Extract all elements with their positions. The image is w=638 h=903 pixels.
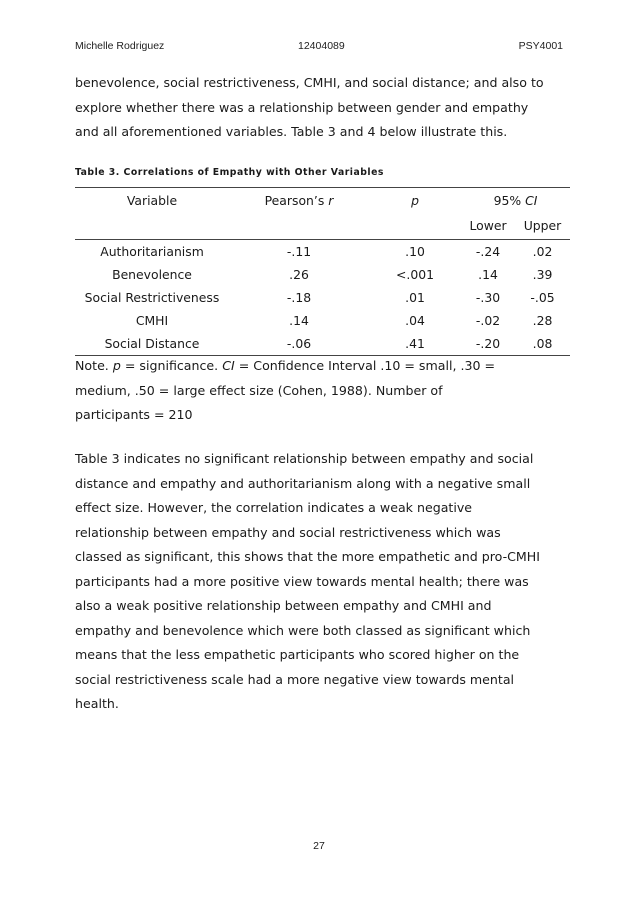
note-line: medium, .50 = large effect size (Cohen, 1988). Number of: [75, 382, 443, 398]
cell-variable: CMHI: [135, 313, 169, 328]
header-author: Michelle Rodriguez: [75, 40, 165, 52]
header-student-id: 12404089: [298, 40, 345, 52]
cell-variable: Authoritarianism: [100, 244, 204, 259]
discussion-line: also a weak positive relationship between empathy and CMHI and: [75, 598, 492, 613]
discussion-line: means that the less empathetic participants who scored higher on the: [75, 647, 520, 662]
cell-lower: -.02: [475, 313, 501, 328]
cell-p: .04: [405, 313, 425, 328]
cell-upper: -.05: [530, 290, 555, 305]
table-note: [75, 354, 570, 428]
page-header: [75, 40, 563, 54]
header-pearson: Pearson’s r: [264, 192, 334, 208]
discussion-line: relationship between empathy and social restrictiveness which was: [75, 524, 501, 540]
discussion-line: participants had a more positive view towards mental health; there was: [75, 573, 529, 589]
note-line: participants = 210: [75, 407, 193, 422]
header-p: p: [411, 192, 419, 208]
cell-lower: -.24: [475, 244, 501, 259]
cell-upper: .39: [532, 267, 553, 282]
cell-r: .26: [289, 267, 309, 282]
cell-variable: Social Restrictiveness: [84, 290, 220, 305]
cell-lower: -.30: [475, 290, 501, 305]
cell-upper: .02: [532, 244, 553, 259]
table-row: [75, 263, 570, 286]
cell-lower: -.20: [461, 332, 515, 356]
header-ci: 95% CI: [493, 192, 538, 208]
correlation-table: [75, 187, 570, 356]
cell-variable: Benevolence: [112, 267, 192, 282]
table-caption: Table 3. Correlations of Empathy with Other Variables: [75, 167, 384, 178]
cell-lower: .14: [478, 267, 498, 282]
cell-r: -.18: [286, 290, 312, 305]
cell-p: <.001: [396, 267, 434, 282]
discussion-line: empathy and benevolence which were both classed as significant which: [75, 622, 531, 638]
header-module: PSY4001: [518, 40, 563, 52]
table-row: [75, 240, 570, 264]
cell-p: .41: [369, 332, 461, 356]
cell-r: .14: [289, 313, 309, 328]
cell-upper: .08: [515, 332, 570, 356]
cell-p: .01: [405, 290, 425, 305]
cell-p: .10: [405, 244, 425, 259]
table-row: [75, 309, 570, 332]
intro-line: explore whether there was a relationship between gender and empathy: [75, 99, 529, 115]
page-number: 27: [313, 840, 325, 852]
intro-paragraph: [75, 71, 565, 145]
note-line: Note. p = significance. CI = Confidence Interval .10 = small, .30 =: [75, 358, 496, 373]
header-upper: Upper: [515, 212, 570, 240]
discussion-paragraph: [75, 447, 565, 717]
discussion-line: classed as significant, this shows that the more empathetic and pro-CMHI: [75, 549, 540, 564]
discussion-line: social restrictiveness scale had a more negative view towards mental: [75, 671, 515, 687]
header-lower: Lower: [461, 212, 515, 240]
discussion-line: health.: [75, 696, 119, 711]
intro-line: benevolence, social restrictiveness, CMHI, and social distance; and also to: [75, 75, 544, 90]
cell-variable: Social Distance: [75, 332, 229, 356]
discussion-line: effect size. However, the correlation indicates a weak negative: [75, 500, 473, 515]
cell-r: -.06: [229, 332, 369, 356]
cell-upper: .28: [532, 313, 553, 328]
table-row: [75, 332, 570, 356]
table-row: [75, 286, 570, 309]
intro-line: and all aforementioned variables. Table 3 and 4 below illustrate this.: [75, 124, 508, 139]
header-variable: Variable: [126, 192, 178, 208]
cell-r: -.11: [286, 244, 312, 259]
discussion-line: distance and empathy and authoritarianism along with a negative small: [75, 475, 531, 491]
discussion-line: Table 3 indicates no significant relationship between empathy and social: [75, 451, 534, 466]
